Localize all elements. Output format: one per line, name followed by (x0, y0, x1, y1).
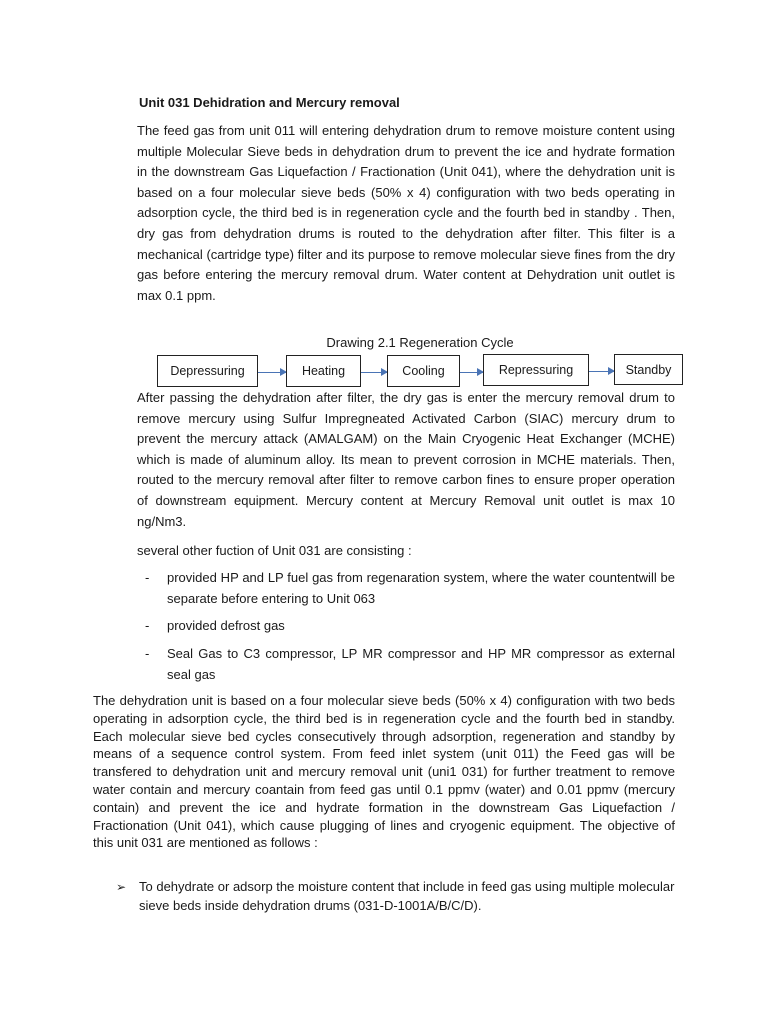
step-cooling: Cooling (387, 355, 460, 387)
paragraph-feed-gas: The feed gas from unit 011 will entering dehydration drum to remove moisture content using multiple Molecular Sieve beds in dehydration drum to prevent the ice and hydrate formation in the downstream Gas Liquefaction / Fractionation (Unit 041), where the dehydration unit is based on a four molecular sieve beds (50% x 4) configuration with two beds operating in adsorption cycle, the third bed is in regeneration cycle and the fourth bed in standby . Then, dry gas from dehydration drums is routed to the dehydration after filter. This filter is a mechanical (cartridge type) filter and its purpose to remove molecular sieve fines from the dry gas before entering the mercury removal drum. Water content at Dehydration unit outlet is max 0.1 ppm. (137, 123, 675, 303)
list-item (145, 616, 675, 637)
dash-icon: - (145, 618, 150, 633)
paragraph-mercury-removal: After passing the dehydration after filter, the dry gas is enter the mercury removal drum to remove mercury using Sulfur Impregneated Activated Carbon (SIAC) mercury drum to prevent the mercury attack (AMALGAM) on the Main Cryogenic Heat Exchanger (MCHE) which is made of aluminum alloy. Its mean to prevent corrosion in MCHE materials. Then, routed to the mercury removal after filter to remove carbon fines to ensure proper operation of downstream equipment. Mercury content at Mercury Removal unit outlet is max 10 ng/Nm3. (137, 390, 675, 529)
arrow-icon (589, 371, 614, 372)
paragraph-functions-intro: several other fuction of Unit 031 are consisting : (137, 543, 412, 558)
step-repressuring: Repressuring (483, 354, 589, 386)
dash-icon: - (145, 570, 150, 585)
step-depressuring: Depressuring (157, 355, 258, 387)
arrow-icon (258, 372, 286, 373)
arrow-icon (460, 372, 483, 373)
section-heading: Unit 031 Dehidration and Mercury removal (139, 95, 400, 110)
list-item (145, 568, 675, 610)
list-item-text: provided defrost gas (167, 618, 285, 633)
diagram-caption: Drawing 2.1 Regeneration Cycle (326, 335, 514, 350)
arrow-icon (361, 372, 387, 373)
list-item (145, 644, 675, 686)
arrow-bullet-icon: ➢ (116, 880, 127, 894)
step-standby: Standby (614, 354, 683, 385)
list-item-text: Seal Gas to C3 compressor, LP MR compressor and HP MR compressor as external seal gas (167, 646, 675, 682)
step-heating: Heating (286, 355, 361, 387)
dash-icon: - (145, 646, 150, 661)
list-item-text: To dehydrate or adsorp the moisture content that include in feed gas using multiple molecular sieve beds inside dehydration drums (031-D-1001A/B/C/D). (139, 879, 675, 913)
paragraph-dehydration-unit: The dehydration unit is based on a four molecular sieve beds (50% x 4) configuration with two beds operating in adsorption cycle, the third bed is in regeneration cycle and the fourth bed in standby. Each molecular sieve bed cycles consecutively through adsorption, regeneration and standby by means of a sequence control system. From feed inlet system (unit 011) the Feed gas will be transfered to dehydration unit and mercury removal unit (uni1 031) for further treatment to remove water contain and mercury coantain from feed gas until 0.1 ppmv (water) and 0.01 ppmv (mercury contain) and prevent the ice and hydrate formation in the downstream Gas Liquefaction / Fractionation (Unit 041), which cause plugging of lines and cryogenic equipment. The objective of this unit 031 are mentioned as follows : (93, 693, 675, 851)
list-item-text: provided HP and LP fuel gas from regenaration system, where the water countentwill be separate before entering to Unit 063 (167, 570, 675, 606)
